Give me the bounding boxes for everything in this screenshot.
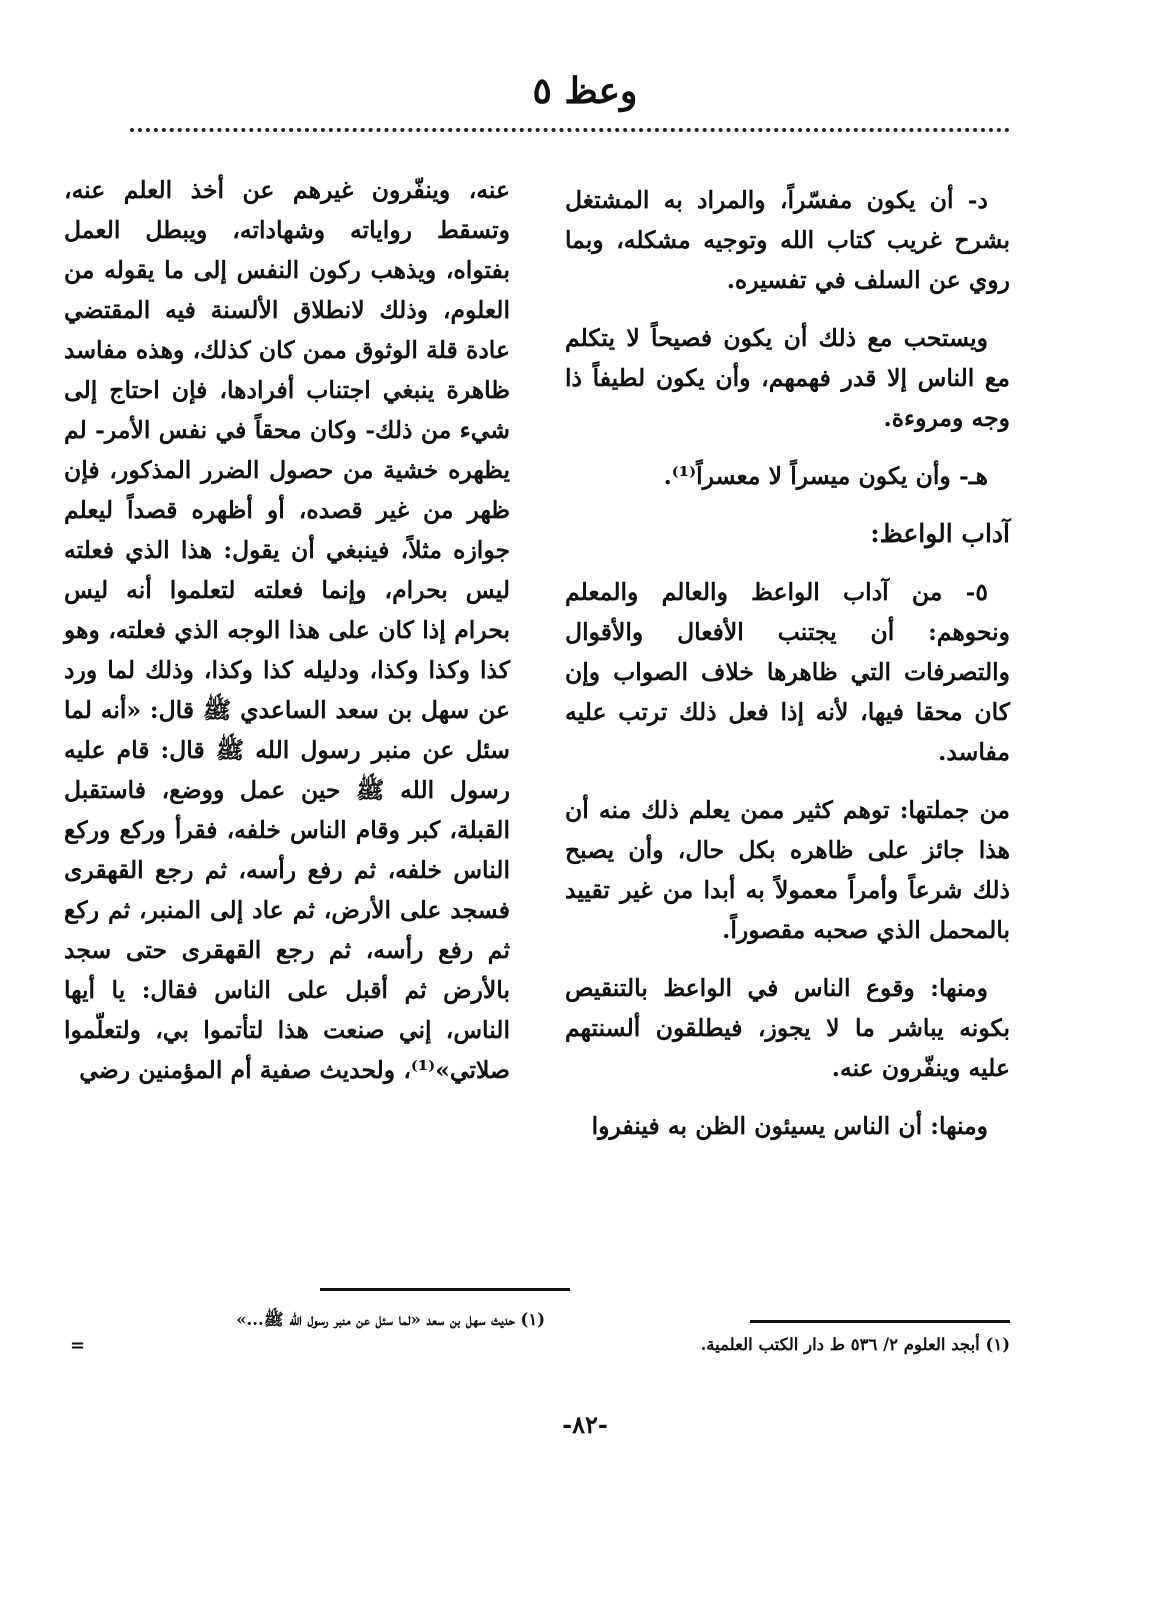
- paragraph-wuqu3-alnas: ومنها: وقوع الناس في الواعظ بالتنقيص بكونه يباشر ما لا يجوز، فيطلقون ألسنتهم عليه وينفّرون عنه.: [565, 974, 1010, 1082]
- footnote-continuation-mark: =: [70, 1335, 86, 1356]
- paragraph-su2-althan: ومنها: أن الناس يسيئون الظن به فينفروا: [591, 1112, 988, 1140]
- header-dotted-divider: [130, 128, 1010, 132]
- page-number: -٨٢-: [562, 1410, 608, 1439]
- section-heading-adab: آداب الواعظ:: [870, 519, 1010, 548]
- footnote-divider-right: [750, 1320, 1010, 1323]
- footnote-left: (١) حديث سهل بن سعد «لما سئل عن منبر رسول الله ﷺ...»: [236, 1310, 545, 1329]
- left-column: [64, 170, 510, 1090]
- paragraph-continuation: عنه، وينفّرون غيرهم عن أخذ العلم عنه، وتسقط رواياته وشهاداته، ويبطل العمل بفتواه، ويذهب ركون النفس إلى ما يقوله من العلوم، وذلك لانطلاق الألسنة فيه المقتضي عادة قلة الوثوق ممن كان كذلك، وهذه مفاسد ظاهرة ينبغي اجتناب أفرادها، فإن احتاج إلى شيء من ذلك- وكان محقاً في نفس الأمر- لم يظهره خشية من حصول الضرر المذكور، فإن ظهر من غير قصده، أو أظهره قصداً ليعلم جوازه مثلاً، فينبغي أن يقول: هذا الذي فعلته ليس بحرام، وإنما فعلته لتعلموا أنه ليس بحرام إذا كان على هذا الوجه الذي فعلته، وهو كذا وكذا وكذا، ودليله كذا وكذا، وذلك لما ورد عن سهل بن سعد الساعدي ﷺ قال: «أنه لما سئل عن منبر رسول الله ﷺ قال: قام عليه رسول الله ﷺ حين عمل ووضع، فاستقبل القبلة، كبر وقام الناس خلفه، فقرأ وركع وركع الناس خلفه، ثم رفع رأسه، ثم رجع القهقرى فسجد على الأرض، ثم عاد إلى المنبر، ثم ركع ثم رفع رأسه، ثم رجع القهقرى حتى سجد بالأرض ثم أقبل على الناس فقال: يا أيها الناس، إني صنعت هذا لتأتموا بي، ولتعلّموا صلاتي»⁽¹⁾، ولحديث صفية أم المؤمنين رضي: [64, 176, 510, 1084]
- paragraph-adab-wa3iz: ٥- من آداب الواعظ والعالم والمعلم ونحوهم: أن يجتنب الأفعال والأقوال والتصرفات التي ظاهرها خلاف الصواب وإن كان محقا فيها، لأنه إذا فعل ذلك ترتب عليه مفاسد.: [565, 578, 1010, 766]
- footnote-right: (١) أبجد العلوم ٢/ ٥٣٦ ط دار الكتب العلمية.: [700, 1335, 1010, 1354]
- paragraph-mufassir: د- أن يكون مفسّراً، والمراد به المشتغل بشرح غريب كتاب الله وتوجيه مشكله، وبما روي عن السلف في تفسيره.: [565, 186, 1010, 294]
- paragraph-muyassir: هـ- وأن يكون ميسراً لا معسراً⁽¹⁾.: [663, 462, 988, 490]
- paragraph-min-jumlatiha: من جملتها: توهم كثير ممن يعلم ذلك منه أن هذا جائز على ظاهره بكل حال، وأن يصبح ذلك شرعاً وأمراً معمولاً به أبدا من غير تقييد بالمحمل الذي صحبه مقصوراً.: [565, 796, 1010, 944]
- right-column: [565, 180, 1010, 1164]
- footnote-divider-left: [320, 1288, 570, 1291]
- page-title: وعظ ٥: [532, 70, 638, 112]
- paragraph-fasih: ويستحب مع ذلك أن يكون فصيحاً لا يتكلم مع الناس إلا قدر فهمهم، وأن يكون لطيفاً ذا وجه ومروءة.: [565, 324, 1010, 432]
